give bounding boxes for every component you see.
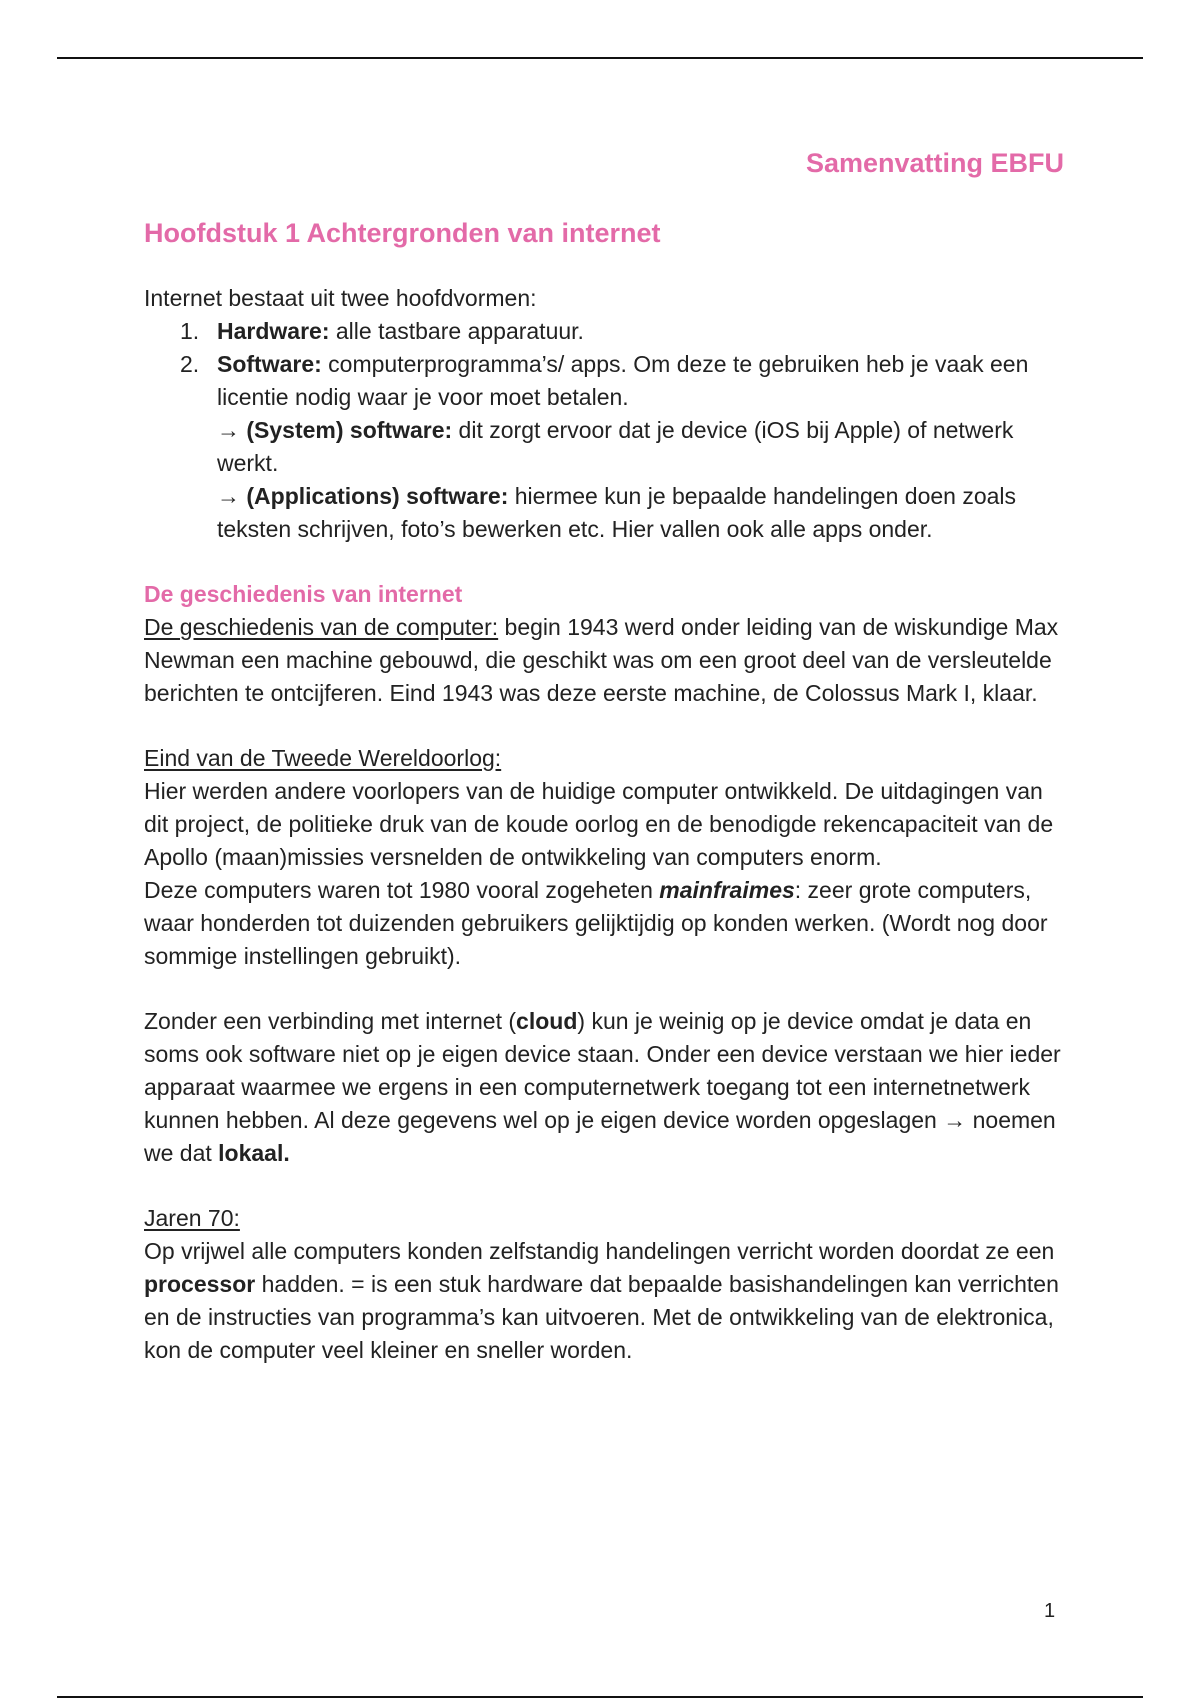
label-computer-history: De geschiedenis van de computer: (144, 614, 499, 640)
term-software: Software: (217, 351, 322, 377)
list-item-software (144, 348, 1064, 546)
page-number: 1 (1044, 1600, 1056, 1622)
paragraph-mainframes (144, 874, 1064, 973)
term-processor: processor (144, 1271, 256, 1297)
arrow-right-icon: → (217, 417, 240, 443)
paragraph-computer-history (144, 611, 1064, 710)
term-system-software: (System) software: (240, 417, 453, 443)
list-item-hardware (144, 315, 1064, 348)
bottom-rule (57, 1696, 1143, 1698)
top-rule (57, 57, 1143, 59)
applications-software-text: hiermee kun je bepaalde handelingen doen zoals teksten schrijven, foto’s bewerken etc. Hier vallen ook alle apps onder. (217, 483, 1017, 542)
term-cloud: cloud (516, 1008, 578, 1034)
label-ww2 (144, 742, 1064, 775)
system-software-text: dit zorgt ervoor dat je device (iOS bij Apple) of netwerk werkt. (217, 417, 1014, 476)
term-hardware: Hardware: (217, 318, 330, 344)
paragraph-ww2: Hier werden andere voorlopers van de huidige computer ontwikkeld. De uitdagingen van dit project, de politieke druk van de koude oorlog en de benodigde rekencapaciteit van de Apollo (maan)missies versnelden de ontwikkeling van computers enorm. (144, 778, 1054, 870)
hardware-text: alle tastbare apparatuur. (329, 318, 584, 344)
history-heading: De geschiedenis van internet (144, 581, 463, 607)
label-ww2-text: Eind van de Tweede Wereldoorlog: (144, 745, 502, 771)
intro-lead: Internet bestaat uit twee hoofdvormen: (144, 285, 537, 311)
term-applications-software: (Applications) software: (240, 483, 509, 509)
mainframe-post: : zeer grote computers, waar honderden tot duizenden gebruikers gelijktijdig op konden werken. (Wordt nog door sommige instellingen gebruikt). (144, 877, 1048, 969)
mainframe-pre: Deze computers waren tot 1980 vooral zogeheten (144, 877, 660, 903)
list-number: 1. (180, 318, 200, 344)
document-body (144, 282, 1064, 1367)
document-title: Samenvatting EBFU (805, 148, 1064, 178)
software-text: computerprogramma’s/ apps. Om deze te gebruiken heb je vaak een licentie nodig waar je voor moet betalen. (217, 351, 1029, 410)
label-seventies-text: Jaren 70: (144, 1205, 240, 1231)
list-number: 2. (180, 351, 200, 377)
paragraph-seventies (144, 1235, 1064, 1367)
term-mainframes: mainfraimes (659, 877, 795, 903)
main-forms-list (144, 315, 1064, 546)
label-seventies (144, 1202, 1064, 1235)
seventies-pre: Op vrijwel alle computers konden zelfstandig handelingen verricht worden doordat ze een (144, 1238, 1055, 1264)
cloud-post: ) kun je weinig op je device omdat je data en soms ook software niet op je eigen device staan. Onder een device verstaan we hier ieder apparaat waarmee we ergens in een computernetwerk toegang tot een internetnetwerk kunnen hebben. Al deze gegevens wel op je eigen device worden opgeslagen → noemen we dat (144, 1008, 1061, 1166)
chapter-title: Hoofdstuk 1 Achtergronden van internet (144, 218, 661, 248)
computer-history-text: begin 1943 werd onder leiding van de wiskundige Max Newman een machine gebouwd, die geschikt was om een groot deel van de versleutelde berichten te ontcijferen. Eind 1943 was deze eerste machine, de Colossus Mark I, klaar. (144, 614, 1059, 706)
sub-item-applications-software (217, 480, 1064, 546)
seventies-post: hadden. = is een stuk hardware dat bepaalde basishandelingen kan verrichten en de instructies van programma’s kan uitvoeren. Met de ontwikkeling van de elektronica, kon de computer veel kleiner en sneller worden. (144, 1271, 1059, 1363)
paragraph-cloud (144, 1005, 1064, 1170)
arrow-right-icon: → (217, 483, 240, 509)
term-lokaal: lokaal. (218, 1140, 290, 1166)
sub-item-system-software (217, 414, 1064, 480)
cloud-pre: Zonder een verbinding met internet ( (144, 1008, 517, 1034)
